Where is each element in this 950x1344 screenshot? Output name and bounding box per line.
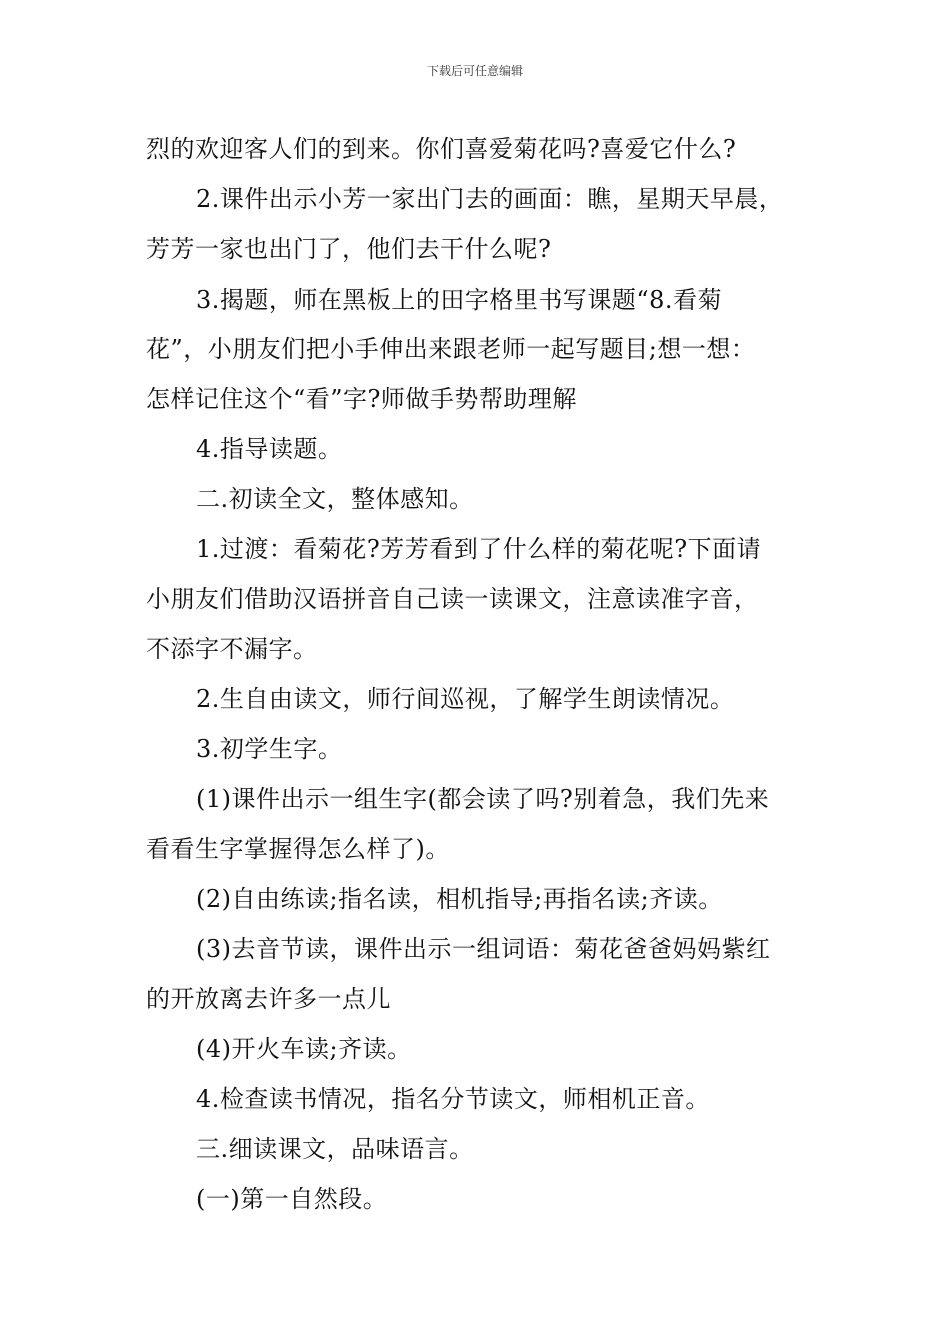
text-line: 怎样记住这个“看”字?师做手势帮助理解: [146, 385, 577, 413]
text-line: 3.揭题，师在黑板上的田字格里书写课题“8.看菊: [196, 286, 723, 314]
text-line: 三.细读课文，品味语言。: [196, 1135, 474, 1163]
text-line: 1.过渡：看菊花?芳芳看到了什么样的菊花呢?下面请: [196, 535, 762, 563]
text-line: (3)去音节读，课件出示一组词语：菊花爸爸妈妈紫红: [196, 935, 771, 963]
text-line: 2.课件出示小芳一家出门去的画面：瞧，星期天早晨，: [196, 185, 784, 213]
text-line: 花”，小朋友们把小手伸出来跟老师一起写题目;想一想：: [146, 335, 756, 363]
text-line: 二.初读全文，整体感知。: [196, 485, 474, 513]
text-line: 2.生自由读文，师行间巡视，了解学生朗读情况。: [196, 685, 735, 713]
text-line: 的开放离去许多一点儿: [146, 985, 391, 1013]
text-line: 4.指导读题。: [196, 435, 343, 463]
text-line: 小朋友们借助汉语拼音自己读一读课文，注意读准字音，: [146, 585, 759, 613]
page-header: 下载后可任意编辑: [426, 64, 523, 78]
text-line: 看看生字掌握得怎么样了)。: [146, 835, 450, 863]
text-line: (4)开火车读;齐读。: [196, 1035, 412, 1063]
text-line: 4.检查读书情况，指名分节读文，师相机正音。: [196, 1085, 710, 1113]
text-line: 不添字不漏字。: [146, 635, 318, 663]
text-line: (一)第一自然段。: [196, 1185, 388, 1213]
text-line: 烈的欢迎客人们的到来。你们喜爱菊花吗?喜爱它什么?: [146, 135, 737, 163]
text-line: (1)课件出示一组生字(都会读了吗?别着急，我们先来: [196, 785, 770, 813]
text-line: 芳芳一家也出门了，他们去干什么呢?: [146, 235, 552, 263]
text-line: (2)自由练读;指名读，相机指导;再指名读;齐读。: [196, 885, 723, 913]
text-line: 3.初学生字。: [196, 735, 343, 763]
